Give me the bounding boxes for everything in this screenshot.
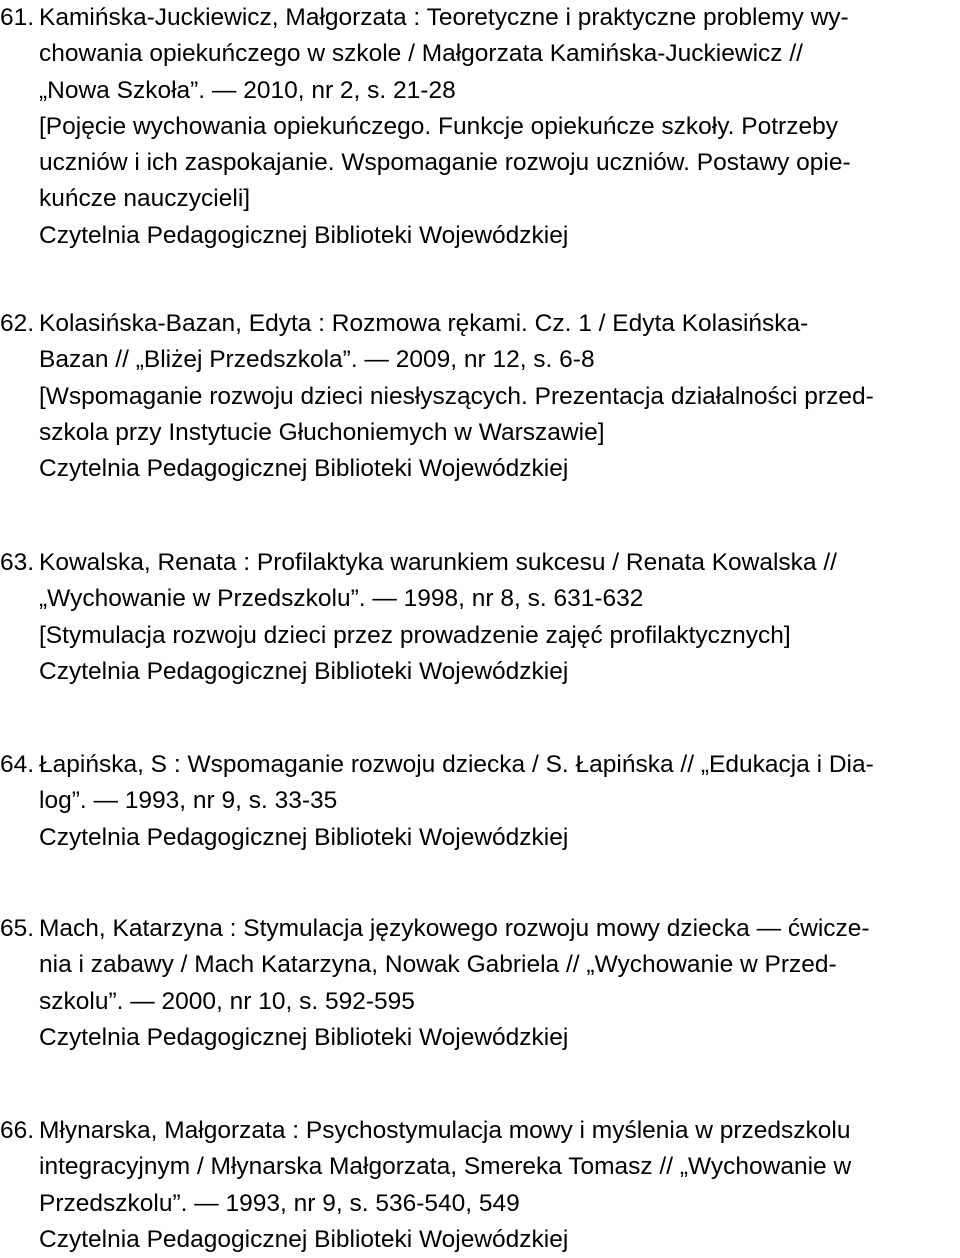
entry-text-line: „Nowa Szkoła”. ― 2010, nr 2, s. 21-28 — [39, 76, 456, 104]
entry-subject-line: [Pojęcie wychowania opiekuńczego. Funkcje opiekuńcze szkoły. Potrzeby — [39, 112, 838, 140]
bibliography-entry-61 — [0, 0, 960, 254]
entry-text-line: Bazan // „Bliżej Przedszkola”. ― 2009, nr 12, s. 6-8 — [39, 346, 595, 374]
entry-text-line: Łapińska, S : Wspomaganie rozwoju dziecka / S. Łapińska // „Edukacja i Dia- — [39, 751, 874, 778]
entry-number: 62. — [0, 310, 35, 337]
entry-text-line: Mach, Katarzyna : Stymulacja językowego rozwoju mowy dziecka ― ćwicze- — [39, 915, 870, 942]
entry-text-line: integracyjnym / Młynarska Małgorzata, Smereka Tomasz // „Wychowanie w — [39, 1153, 852, 1181]
entry-text-line: Młynarska, Małgorzata : Psychostymulacja mowy i myślenia w przedszkolu — [39, 1117, 851, 1144]
bibliography-entry-64 — [0, 747, 960, 856]
entry-location: Czytelnia Pedagogicznej Biblioteki Wojewódzkiej — [39, 1023, 569, 1051]
entry-subject-line: [Stymulacja rozwoju dzieci przez prowadzenie zajęć profilaktycznych] — [39, 621, 791, 649]
bibliography-entry-63 — [0, 545, 960, 690]
entry-text-line: Kamińska-Juckiewicz, Małgorzata : Teoretyczne i praktyczne problemy wy- — [39, 4, 849, 31]
bibliography-entry-65 — [0, 911, 960, 1056]
bibliography-entry-62 — [0, 306, 960, 487]
entry-location: Czytelnia Pedagogicznej Biblioteki Wojewódzkiej — [39, 221, 569, 249]
entry-number: 64. — [0, 751, 35, 778]
entry-text-line: „Wychowanie w Przedszkolu”. ― 1998, nr 8, s. 631-632 — [39, 585, 644, 613]
entry-subject-line: kuńcze nauczycieli] — [39, 185, 251, 213]
entry-text-line: Przedszkolu”. ― 1993, nr 9, s. 536-540, 549 — [39, 1189, 520, 1217]
entry-text-line: nia i zabawy / Mach Katarzyna, Nowak Gabriela // „Wychowanie w Przed- — [39, 951, 837, 979]
entry-number: 63. — [0, 549, 35, 576]
entry-location: Czytelnia Pedagogicznej Biblioteki Wojewódzkiej — [39, 823, 569, 851]
entry-number: 66. — [0, 1117, 35, 1144]
entry-subject-line: [Wspomaganie rozwoju dzieci niesłyszących. Prezentacja działalności przed- — [39, 382, 874, 410]
entry-location: Czytelnia Pedagogicznej Biblioteki Wojewódzkiej — [39, 657, 569, 685]
entry-text-line: chowania opiekuńczego w szkole / Małgorzata Kamińska-Juckiewicz // — [39, 40, 803, 68]
bibliography-entry-66 — [0, 1113, 960, 1258]
entry-location: Czytelnia Pedagogicznej Biblioteki Wojewódzkiej — [39, 455, 569, 483]
entry-location: Czytelnia Pedagogicznej Biblioteki Wojewódzkiej — [39, 1225, 569, 1253]
entry-subject-line: uczniów i ich zaspokajanie. Wspomaganie rozwoju uczniów. Postawy opie- — [39, 149, 851, 177]
entry-text-line: Kowalska, Renata : Profilaktyka warunkiem sukcesu / Renata Kowalska // — [39, 549, 837, 576]
entry-number: 65. — [0, 915, 35, 942]
entry-text-line: Kolasińska-Bazan, Edyta : Rozmowa rękami. Cz. 1 / Edyta Kolasińska- — [39, 310, 809, 337]
entry-subject-line: szkola przy Instytucie Głuchoniemych w Warszawie] — [39, 418, 605, 446]
entry-text-line: log”. ― 1993, nr 9, s. 33-35 — [39, 787, 338, 815]
entry-number: 61. — [0, 4, 35, 31]
entry-text-line: szkolu”. ― 2000, nr 10, s. 592-595 — [39, 987, 415, 1015]
